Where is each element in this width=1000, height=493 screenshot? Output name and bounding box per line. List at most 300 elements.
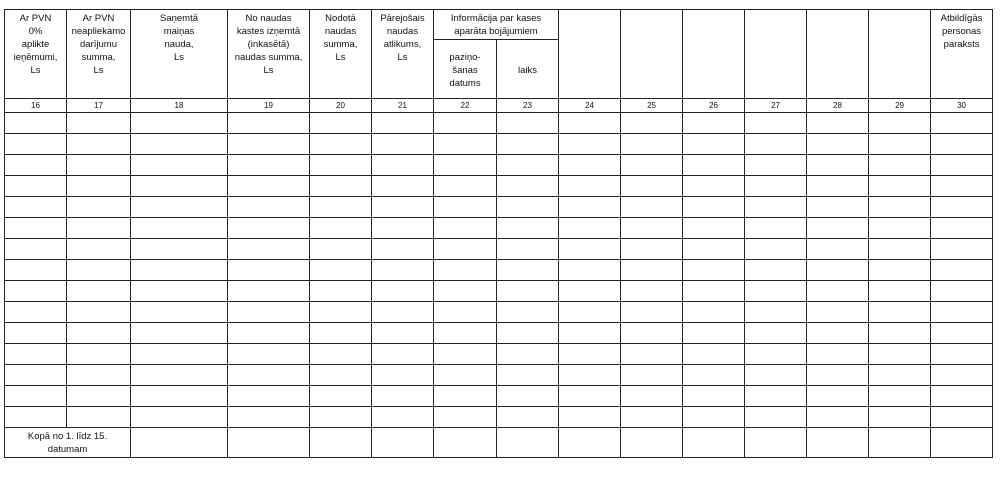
table-cell[interactable] — [559, 386, 621, 407]
table-cell[interactable] — [228, 302, 310, 323]
table-row — [5, 176, 993, 197]
table-cell[interactable] — [434, 407, 497, 428]
table-cell[interactable] — [310, 134, 372, 155]
table-cell[interactable] — [869, 197, 931, 218]
table-cell[interactable] — [5, 407, 67, 428]
total-cell[interactable] — [434, 428, 497, 458]
table-cell[interactable] — [869, 302, 931, 323]
table-cell[interactable] — [807, 197, 869, 218]
table-cell[interactable] — [5, 344, 67, 365]
table-cell[interactable] — [683, 344, 745, 365]
table-cell[interactable] — [434, 155, 497, 176]
table-cell[interactable] — [745, 239, 807, 260]
table-cell[interactable] — [434, 365, 497, 386]
table-cell[interactable] — [745, 260, 807, 281]
table-cell[interactable] — [745, 134, 807, 155]
table-cell[interactable] — [5, 365, 67, 386]
header-col24 — [559, 10, 621, 99]
table-cell[interactable] — [683, 407, 745, 428]
table-cell[interactable] — [559, 302, 621, 323]
table-cell[interactable] — [931, 407, 993, 428]
table-cell[interactable] — [621, 218, 683, 239]
table-row — [5, 260, 993, 281]
table-cell[interactable] — [372, 386, 434, 407]
header-col20-text: Nodotā naudas summa, Ls — [323, 13, 358, 63]
table-cell[interactable] — [931, 155, 993, 176]
table-cell[interactable] — [807, 365, 869, 386]
table-cell[interactable] — [869, 386, 931, 407]
table-cell[interactable] — [497, 197, 559, 218]
table-cell[interactable] — [931, 365, 993, 386]
header-col18 — [131, 10, 228, 99]
table-cell[interactable] — [683, 365, 745, 386]
table-cell[interactable] — [745, 281, 807, 302]
table-cell[interactable] — [131, 302, 228, 323]
table-cell[interactable] — [67, 155, 131, 176]
total-cell[interactable] — [683, 428, 745, 458]
table-cell[interactable] — [869, 281, 931, 302]
table-cell[interactable] — [372, 155, 434, 176]
table-cell[interactable] — [67, 407, 131, 428]
table-cell[interactable] — [497, 323, 559, 344]
column-number: 26 — [683, 99, 745, 113]
table-cell[interactable] — [131, 386, 228, 407]
table-cell[interactable] — [683, 323, 745, 344]
table-cell[interactable] — [869, 134, 931, 155]
header-col19 — [228, 10, 310, 99]
table-cell[interactable] — [372, 302, 434, 323]
table-cell[interactable] — [683, 176, 745, 197]
table-cell[interactable] — [5, 302, 67, 323]
total-cell[interactable] — [869, 428, 931, 458]
table-cell[interactable] — [310, 176, 372, 197]
header-col16 — [5, 10, 67, 99]
table-cell[interactable] — [67, 302, 131, 323]
table-cell[interactable] — [67, 344, 131, 365]
table-cell[interactable] — [807, 386, 869, 407]
table-cell[interactable] — [5, 134, 67, 155]
table-cell[interactable] — [683, 134, 745, 155]
table-cell[interactable] — [807, 239, 869, 260]
total-cell[interactable] — [310, 428, 372, 458]
table-cell[interactable] — [807, 113, 869, 134]
table-row — [5, 155, 993, 176]
table-cell[interactable] — [745, 386, 807, 407]
table-cell[interactable] — [434, 113, 497, 134]
table-cell[interactable] — [807, 218, 869, 239]
table-cell[interactable] — [5, 323, 67, 344]
table-cell[interactable] — [310, 260, 372, 281]
table-cell[interactable] — [807, 344, 869, 365]
table-cell[interactable] — [228, 281, 310, 302]
table-cell[interactable] — [497, 260, 559, 281]
table-cell[interactable] — [745, 407, 807, 428]
header-col23 — [497, 40, 559, 99]
table-cell[interactable] — [131, 134, 228, 155]
table-cell[interactable] — [559, 197, 621, 218]
table-cell[interactable] — [67, 239, 131, 260]
column-number: 29 — [869, 99, 931, 113]
total-cell[interactable] — [931, 428, 993, 458]
table-cell[interactable] — [869, 344, 931, 365]
table-row — [5, 134, 993, 155]
table-cell[interactable] — [131, 281, 228, 302]
table-cell[interactable] — [621, 281, 683, 302]
column-number: 16 — [5, 99, 67, 113]
table-cell[interactable] — [621, 365, 683, 386]
table-cell[interactable] — [807, 302, 869, 323]
table-cell[interactable] — [683, 155, 745, 176]
table-cell[interactable] — [434, 197, 497, 218]
table-cell[interactable] — [310, 365, 372, 386]
table-cell[interactable] — [310, 155, 372, 176]
table-cell[interactable] — [559, 281, 621, 302]
table-cell[interactable] — [621, 260, 683, 281]
table-cell[interactable] — [931, 176, 993, 197]
table-cell[interactable] — [745, 218, 807, 239]
table-cell[interactable] — [310, 323, 372, 344]
table-cell[interactable] — [67, 113, 131, 134]
table-cell[interactable] — [228, 365, 310, 386]
header-col22-text: paziņo- šanas datums — [449, 51, 481, 89]
table-cell[interactable] — [869, 176, 931, 197]
table-cell[interactable] — [310, 113, 372, 134]
total-cell[interactable] — [372, 428, 434, 458]
header-group-22-23-text: Informācija par kases aparāta bojājumiem — [450, 13, 542, 37]
table-cell[interactable] — [869, 218, 931, 239]
table-cell[interactable] — [559, 239, 621, 260]
table-cell[interactable] — [67, 176, 131, 197]
header-row-top — [5, 10, 993, 40]
table-cell[interactable] — [67, 134, 131, 155]
table-cell[interactable] — [559, 260, 621, 281]
total-cell[interactable] — [745, 428, 807, 458]
table-cell[interactable] — [5, 386, 67, 407]
table-cell[interactable] — [559, 323, 621, 344]
table-cell[interactable] — [497, 281, 559, 302]
table-cell[interactable] — [931, 113, 993, 134]
table-cell[interactable] — [372, 323, 434, 344]
table-cell[interactable] — [931, 386, 993, 407]
table-cell[interactable] — [372, 197, 434, 218]
table-cell[interactable] — [228, 386, 310, 407]
total-cell[interactable] — [131, 428, 228, 458]
header-col21-text: Pārejošais naudas atlikums, Ls — [380, 13, 425, 63]
table-cell[interactable] — [621, 134, 683, 155]
table-cell[interactable] — [5, 155, 67, 176]
table-cell[interactable] — [131, 197, 228, 218]
table-cell[interactable] — [310, 197, 372, 218]
total-cell[interactable] — [228, 428, 310, 458]
table-cell[interactable] — [67, 197, 131, 218]
table-cell[interactable] — [67, 218, 131, 239]
table-cell[interactable] — [310, 239, 372, 260]
table-cell[interactable] — [5, 239, 67, 260]
column-number: 27 — [745, 99, 807, 113]
table-cell[interactable] — [497, 239, 559, 260]
table-cell[interactable] — [372, 344, 434, 365]
table-cell[interactable] — [807, 155, 869, 176]
column-number: 19 — [228, 99, 310, 113]
table-row — [5, 197, 993, 218]
table-cell[interactable] — [434, 281, 497, 302]
column-number: 23 — [497, 99, 559, 113]
table-cell[interactable] — [931, 281, 993, 302]
table-cell[interactable] — [745, 176, 807, 197]
table-cell[interactable] — [372, 365, 434, 386]
header-col23-text: laiks — [518, 64, 538, 76]
table-cell[interactable] — [931, 218, 993, 239]
column-number: 22 — [434, 99, 497, 113]
table-row — [5, 281, 993, 302]
table-cell[interactable] — [807, 260, 869, 281]
table-row — [5, 386, 993, 407]
column-number: 20 — [310, 99, 372, 113]
total-label-cell — [5, 428, 131, 458]
table-cell[interactable] — [310, 281, 372, 302]
column-number: 30 — [931, 99, 993, 113]
table-cell[interactable] — [497, 302, 559, 323]
table-cell[interactable] — [228, 134, 310, 155]
table-cell[interactable] — [434, 386, 497, 407]
table-cell[interactable] — [869, 365, 931, 386]
table-cell[interactable] — [559, 155, 621, 176]
table-cell[interactable] — [621, 197, 683, 218]
table-cell[interactable] — [372, 281, 434, 302]
total-cell[interactable] — [807, 428, 869, 458]
table-row — [5, 218, 993, 239]
table-cell[interactable] — [372, 134, 434, 155]
table-cell[interactable] — [228, 155, 310, 176]
header-col25 — [621, 10, 683, 99]
table-cell[interactable] — [559, 365, 621, 386]
table-cell[interactable] — [683, 281, 745, 302]
table-cell[interactable] — [434, 176, 497, 197]
header-col18-text: Saņemtā maiņas nauda, Ls — [159, 13, 199, 63]
column-number: 17 — [67, 99, 131, 113]
table-row — [5, 323, 993, 344]
table-cell[interactable] — [559, 176, 621, 197]
table-cell[interactable] — [931, 197, 993, 218]
table-cell[interactable] — [745, 197, 807, 218]
table-cell[interactable] — [434, 218, 497, 239]
table-cell[interactable] — [931, 302, 993, 323]
table-row — [5, 365, 993, 386]
table-cell[interactable] — [228, 218, 310, 239]
table-cell[interactable] — [745, 344, 807, 365]
table-cell[interactable] — [745, 113, 807, 134]
table-cell[interactable] — [5, 281, 67, 302]
table-cell[interactable] — [869, 155, 931, 176]
table-cell[interactable] — [67, 386, 131, 407]
header-col30-text: Atbildīgās personas paraksts — [940, 13, 983, 50]
header-col22 — [434, 40, 497, 99]
table-cell[interactable] — [67, 281, 131, 302]
table-cell[interactable] — [559, 218, 621, 239]
column-number: 21 — [372, 99, 434, 113]
table-cell[interactable] — [5, 176, 67, 197]
table-cell[interactable] — [131, 176, 228, 197]
table-cell[interactable] — [807, 134, 869, 155]
table-cell[interactable] — [683, 302, 745, 323]
header-col29 — [869, 10, 931, 99]
table-cell[interactable] — [745, 365, 807, 386]
table-cell[interactable] — [310, 302, 372, 323]
table-cell[interactable] — [131, 239, 228, 260]
table-cell[interactable] — [621, 386, 683, 407]
table-cell[interactable] — [67, 323, 131, 344]
table-cell[interactable] — [372, 407, 434, 428]
table-cell[interactable] — [621, 407, 683, 428]
total-cell[interactable] — [559, 428, 621, 458]
header-col28 — [807, 10, 869, 99]
table-cell[interactable] — [372, 218, 434, 239]
table-cell[interactable] — [683, 239, 745, 260]
table-cell[interactable] — [310, 218, 372, 239]
total-cell[interactable] — [621, 428, 683, 458]
total-row — [5, 428, 993, 458]
table-cell[interactable] — [559, 344, 621, 365]
table-cell[interactable] — [621, 155, 683, 176]
table-cell[interactable] — [869, 239, 931, 260]
table-cell[interactable] — [621, 344, 683, 365]
table-cell[interactable] — [372, 113, 434, 134]
table-cell[interactable] — [310, 386, 372, 407]
table-cell[interactable] — [807, 323, 869, 344]
header-col17 — [67, 10, 131, 99]
table-cell[interactable] — [807, 281, 869, 302]
table-cell[interactable] — [310, 344, 372, 365]
table-cell[interactable] — [621, 113, 683, 134]
table-cell[interactable] — [683, 113, 745, 134]
table-cell[interactable] — [931, 134, 993, 155]
table-cell[interactable] — [869, 323, 931, 344]
column-number: 25 — [621, 99, 683, 113]
column-number: 18 — [131, 99, 228, 113]
table-cell[interactable] — [131, 344, 228, 365]
table-cell[interactable] — [131, 407, 228, 428]
header-col17-text: Ar PVN neapliekamo darījumu summa, Ls — [71, 13, 126, 76]
header-col27 — [745, 10, 807, 99]
table-cell[interactable] — [807, 176, 869, 197]
table-row — [5, 239, 993, 260]
table-cell[interactable] — [745, 302, 807, 323]
table-cell[interactable] — [228, 407, 310, 428]
table-cell[interactable] — [5, 197, 67, 218]
table-cell[interactable] — [434, 323, 497, 344]
table-cell[interactable] — [621, 239, 683, 260]
table-cell[interactable] — [497, 218, 559, 239]
table-cell[interactable] — [931, 344, 993, 365]
table-cell[interactable] — [869, 260, 931, 281]
table-cell[interactable] — [559, 407, 621, 428]
table-row — [5, 344, 993, 365]
table-cell[interactable] — [228, 239, 310, 260]
header-col21 — [372, 10, 434, 99]
header-col26 — [683, 10, 745, 99]
table-row — [5, 407, 993, 428]
table-cell[interactable] — [497, 365, 559, 386]
table-cell[interactable] — [228, 344, 310, 365]
table-cell[interactable] — [869, 113, 931, 134]
table-cell[interactable] — [372, 260, 434, 281]
table-cell[interactable] — [621, 323, 683, 344]
table-cell[interactable] — [497, 176, 559, 197]
table-cell[interactable] — [5, 113, 67, 134]
table-cell[interactable] — [372, 239, 434, 260]
table-cell[interactable] — [434, 302, 497, 323]
table-cell[interactable] — [497, 155, 559, 176]
table-cell[interactable] — [67, 365, 131, 386]
table-cell[interactable] — [434, 239, 497, 260]
header-col16-text: Ar PVN 0% aplikte ieņēmumi, Ls — [13, 13, 58, 76]
table-cell[interactable] — [434, 260, 497, 281]
table-cell[interactable] — [131, 218, 228, 239]
column-number: 24 — [559, 99, 621, 113]
table-cell[interactable] — [683, 197, 745, 218]
table-cell[interactable] — [434, 134, 497, 155]
table-cell[interactable] — [683, 386, 745, 407]
table-cell[interactable] — [497, 386, 559, 407]
column-number-row — [5, 99, 993, 113]
table-cell[interactable] — [131, 365, 228, 386]
table-cell[interactable] — [931, 260, 993, 281]
table-cell[interactable] — [131, 260, 228, 281]
table-cell[interactable] — [683, 218, 745, 239]
table-cell[interactable] — [683, 260, 745, 281]
table-cell[interactable] — [559, 134, 621, 155]
table-cell[interactable] — [559, 113, 621, 134]
header-col20 — [310, 10, 372, 99]
header-col19-text: No naudas kastes izņemtā (inkasētā) naudas summa, Ls — [234, 13, 303, 76]
table-cell[interactable] — [228, 197, 310, 218]
table-cell[interactable] — [745, 155, 807, 176]
table-cell[interactable] — [228, 323, 310, 344]
table-cell[interactable] — [131, 323, 228, 344]
table-cell[interactable] — [931, 323, 993, 344]
table-cell[interactable] — [228, 260, 310, 281]
table-cell[interactable] — [228, 176, 310, 197]
table-cell[interactable] — [869, 407, 931, 428]
table-cell[interactable] — [5, 260, 67, 281]
cash-register-ledger-table — [4, 9, 993, 458]
table-cell[interactable] — [745, 323, 807, 344]
header-group-22-23 — [434, 10, 559, 40]
table-cell[interactable] — [497, 113, 559, 134]
table-row — [5, 302, 993, 323]
table-cell[interactable] — [372, 176, 434, 197]
column-number: 28 — [807, 99, 869, 113]
table-cell[interactable] — [310, 407, 372, 428]
table-cell[interactable] — [131, 113, 228, 134]
table-cell[interactable] — [497, 344, 559, 365]
table-row — [5, 113, 993, 134]
total-label: Kopā no 1. līdz 15. datumam — [27, 430, 108, 455]
table-cell[interactable] — [497, 407, 559, 428]
total-cell[interactable] — [497, 428, 559, 458]
table-cell[interactable] — [807, 407, 869, 428]
header-col30 — [931, 10, 993, 99]
table-cell[interactable] — [228, 113, 310, 134]
table-cell[interactable] — [931, 239, 993, 260]
table-cell[interactable] — [621, 176, 683, 197]
table-cell[interactable] — [131, 155, 228, 176]
table-cell[interactable] — [497, 134, 559, 155]
table-cell[interactable] — [5, 218, 67, 239]
table-cell[interactable] — [621, 302, 683, 323]
table-cell[interactable] — [434, 344, 497, 365]
table-cell[interactable] — [67, 260, 131, 281]
